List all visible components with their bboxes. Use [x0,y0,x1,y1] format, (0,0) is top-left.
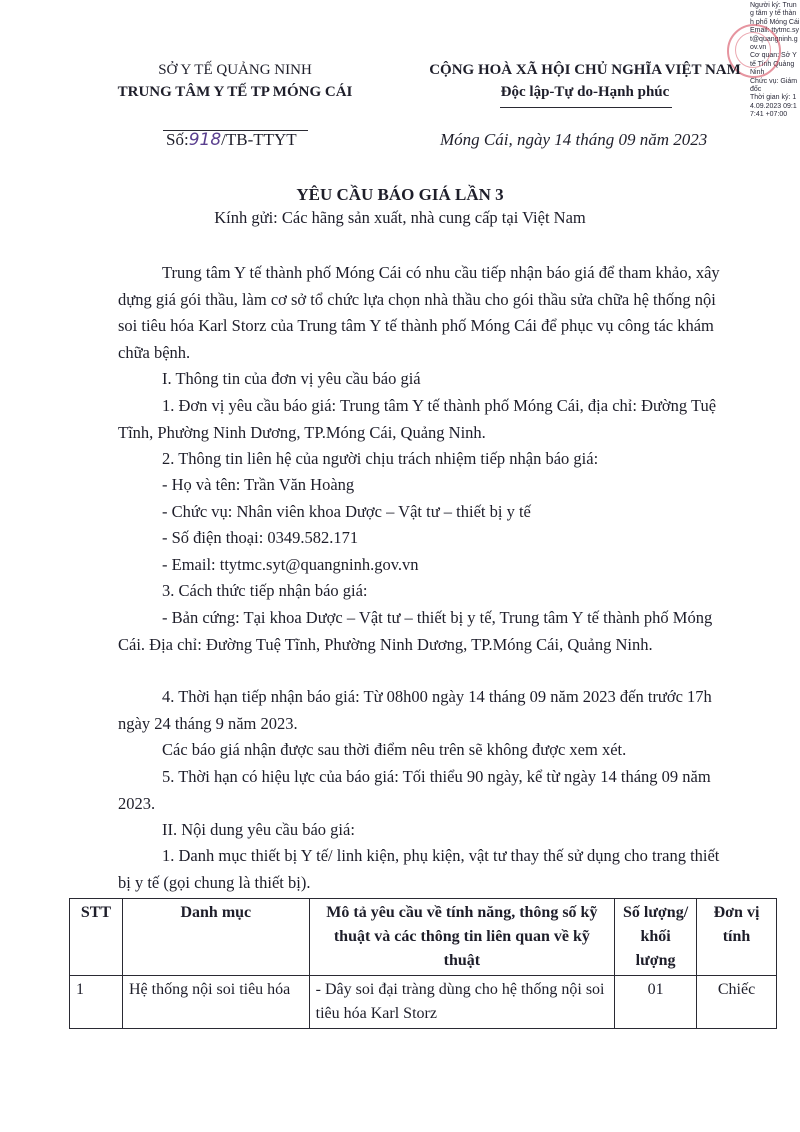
equipment-table [69,898,777,1029]
signature-line: Email: ttytmc.syt@quangninh.gov.vn [750,27,800,52]
item-1-requester: 1. Đơn vị yêu cầu báo giá: Trung tâm Y tế thành phố Móng Cái, địa chỉ: Đường Tuệ Tĩnh, Phường Ninh Dương, TP.Móng Cái, Quảng Ninh. [118,396,717,442]
doc-number-handwritten: 918 [188,130,222,150]
section-1-heading: I. Thông tin của đơn vị yêu cầu báo giá [162,369,421,388]
national-title: CỘNG HOÀ XÃ HỘI CHỦ NGHĨA VIỆT NAM [429,62,741,78]
signature-line: Cơ quan: Sở Y tế Tỉnh Quảng Ninh [750,52,797,77]
item-3-method: 3. Cách thức tiếp nhận báo giá: [162,581,368,600]
signature-line: Thời gian ký: 14.09.2023 09:17:41 +07:00 [750,94,797,119]
recipient-line: Kính gửi: Các hãng sản xuất, nhà cung cấp tại Việt Nam [214,208,586,227]
hardcopy-address: - Bản cứng: Tại khoa Dược – Vật tư – thiết bị y tế, Trung tâm Y tế thành phố Móng Cái. Địa chỉ: Đường Tuệ Tĩnh, Phường Ninh Dương, TP.Móng Cái, Quảng Ninh. [118,608,713,654]
signature-line: Người ký: Trung tâm y tế thành phố Móng Cái [750,2,800,26]
section-2-heading: II. Nội dung yêu cầu báo giá: [162,820,355,839]
motto-underline [500,107,672,108]
cell-item: Hệ thống nội soi tiêu hóa [122,976,309,1029]
intro-paragraph: Trung tâm Y tế thành phố Móng Cái có nhu cầu tiếp nhận báo giá để tham khảo, xây dựng giá gói thầu, làm cơ sở tổ chức lựa chọn nhà thầu cho gói thầu sửa chữa hệ thống nội soi tiêu hóa Karl Storz của Trung tâm Y tế thành phố Móng Cái để phục vụ công tác khám chữa bệnh. [118,263,720,362]
cell-unit: Chiếc [697,976,777,1029]
header-quantity: Số lượng/ khối lượng [615,899,697,976]
issuing-organization: TRUNG TÂM Y TẾ TP MÓNG CÁI [117,84,353,100]
late-submission-note: Các báo giá nhận được sau thời điểm nêu trên sẽ không được xem xét. [162,740,627,759]
item-5-validity: 5. Thời hạn có hiệu lực của báo giá: Tối thiểu 90 ngày, kể từ ngày 14 tháng 09 năm 2023. [118,767,711,813]
header-description: Mô tả yêu cầu về tính năng, thông số kỹ thuật và các thông tin liên quan về kỹ thuật [309,899,614,976]
cell-quantity: 01 [615,976,697,1029]
header-item: Danh mục [122,899,309,976]
contact-position: - Chức vụ: Nhân viên khoa Dược – Vật tư – thiết bị y tế [162,502,531,521]
header-unit: Đơn vị tính [697,899,777,976]
contact-phone: - Số điện thoại: 0349.582.171 [162,528,359,547]
table-header-row [70,899,777,976]
item-4-deadline: 4. Thời hạn tiếp nhận báo giá: Từ 08h00 ngày 14 tháng 09 năm 2023 đến trước 17h ngày 24 tháng 9 năm 2023. [118,687,712,733]
doc-number-suffix: /TB-TTYT [221,130,297,149]
header-stt: STT [70,899,123,976]
document-title: YÊU CẦU BÁO GIÁ LẦN 3 [296,185,504,204]
cell-description: - Dây soi đại tràng dùng cho hệ thống nội soi tiêu hóa Karl Storz [309,976,614,1029]
section-2-item-1: 1. Danh mục thiết bị Y tế/ linh kiện, phụ kiện, vật tư thay thế sử dụng cho trang thiết bị y tế (gọi chung là thiết bị). [118,846,720,892]
table-row [70,976,777,1029]
contact-name: - Họ và tên: Trần Văn Hoàng [162,475,355,494]
date-place: Móng Cái, ngày 14 tháng 09 năm 2023 [440,130,708,149]
cell-stt: 1 [70,976,123,1029]
national-motto: Độc lập-Tự do-Hạnh phúc [500,84,670,100]
issuing-department: SỞ Y TẾ QUẢNG NINH [158,62,312,78]
contact-email: - Email: ttytmc.syt@quangninh.gov.vn [162,555,419,574]
document-number [166,130,297,150]
doc-number-prefix: Số: [166,130,189,149]
signature-line: Chức vụ: Giám đốc [750,77,798,94]
item-2-contact: 2. Thông tin liên hệ của người chịu trách nhiệm tiếp nhận báo giá: [162,449,599,468]
